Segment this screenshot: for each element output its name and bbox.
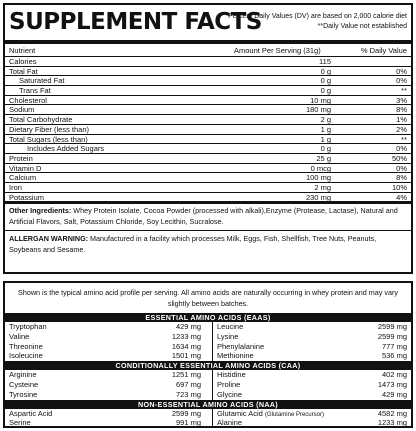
amino-row xyxy=(5,409,411,419)
amino-value-right: 1233 mg xyxy=(377,418,407,428)
note-line-1: *Percent Daily Values (DV) are based on 2,000 calorie diet xyxy=(225,13,407,20)
nutrient-daily-value: ** xyxy=(401,134,407,144)
amino-value-right: 2599 mg xyxy=(377,322,407,331)
amino-intro-text: Shown is the typical amino acid profile per serving. All amino acids are naturally occurring in whey protein and may vary slightly between batches. xyxy=(18,288,398,308)
nutrient-row xyxy=(5,105,411,115)
amino-value-left: 1233 mg xyxy=(171,331,201,341)
amino-name-left: Cysteine xyxy=(9,379,39,389)
nutrient-amount: 2 g xyxy=(320,115,331,125)
facts-header xyxy=(5,5,411,40)
nutrient-daily-value: 1% xyxy=(396,115,407,125)
page-title: SUPPLEMENT FACTS xyxy=(9,9,262,35)
nutrient-amount: 0 g xyxy=(320,144,331,154)
nutrient-row xyxy=(5,193,411,203)
amino-name-left: Isoleucine xyxy=(9,351,43,361)
amino-value-left: 1501 mg xyxy=(171,351,201,361)
nutrient-name: Potassium xyxy=(9,192,45,202)
nutrient-amount: 100 mg xyxy=(305,173,331,183)
nutrient-row xyxy=(5,173,411,183)
amino-name-right-text: Alanine xyxy=(217,418,243,428)
amino-name-left: Valine xyxy=(9,331,30,341)
nutrient-name: Iron xyxy=(9,182,22,192)
amino-sections xyxy=(5,313,411,428)
amino-value-right: 536 mg xyxy=(381,351,407,361)
nutrient-row xyxy=(5,86,411,96)
nutrient-name: Calories xyxy=(9,57,37,66)
dv-column-header: % Daily Value xyxy=(360,46,407,55)
amino-value-left: 991 mg xyxy=(175,418,201,428)
nutrient-name: Calcium xyxy=(9,173,37,183)
nutrient-name: Total Fat xyxy=(9,66,38,76)
amino-grid xyxy=(5,409,411,429)
amino-name-right xyxy=(217,418,242,428)
nutrient-name: Total Sugars (less than) xyxy=(9,134,88,144)
amino-name-right xyxy=(217,351,254,361)
amino-name-right-text: Proline xyxy=(217,379,241,389)
nutrient-amount: 1 g xyxy=(320,124,331,134)
nutrient-row xyxy=(5,57,411,67)
nutrient-amount: 0 g xyxy=(320,66,331,76)
amino-name-right xyxy=(217,380,240,390)
amino-name-right xyxy=(217,322,243,332)
nutrient-row xyxy=(5,144,411,154)
ingredients-text: Whey Protein Isolate, Cocoa Powder (processed with alkali),Enzyme (Protease, Lactase), Natural and Artificial Flavors, Salt, Potassium Chloride, Soy Lecithin, Sucralose. xyxy=(9,206,398,226)
supplement-facts-panel xyxy=(3,3,413,274)
amino-name-right xyxy=(217,332,238,342)
nutrient-amount: 1 g xyxy=(320,134,331,144)
nutrient-daily-value: 8% xyxy=(396,173,407,183)
nutrient-name: Cholesterol xyxy=(9,95,47,105)
nutrient-daily-value: 0% xyxy=(396,66,407,76)
nutrient-name: Trans Fat xyxy=(19,86,51,96)
amino-name-right-text: Leucine xyxy=(217,322,244,331)
nutrient-name: Dietary Fiber (less than) xyxy=(9,124,90,134)
amino-section-heading: CONDITIONALLY ESSENTIAL AMINO ACIDS (CAA) xyxy=(5,361,411,370)
nutrient-amount: 0 g xyxy=(320,76,331,86)
amino-value-right: 402 mg xyxy=(381,370,407,380)
amino-name-right xyxy=(217,370,246,380)
note-line-2: **Daily Value not established xyxy=(317,23,407,30)
amino-note: (Glutamine Precursor) xyxy=(264,411,324,418)
nutrient-row xyxy=(5,183,411,193)
amino-value-right: 4582 mg xyxy=(377,408,407,418)
amino-value-right: 429 mg xyxy=(381,389,407,399)
amino-name-left: Tryptophan xyxy=(9,322,47,331)
nutrient-row xyxy=(5,135,411,145)
nutrient-name: Sodium xyxy=(9,105,35,115)
amino-section-heading: NON-ESSENTIAL AMINO ACIDS (NAA) xyxy=(5,400,411,409)
amino-name-left: Threonine xyxy=(9,341,43,351)
nutrient-table xyxy=(5,57,411,202)
amino-value-right: 777 mg xyxy=(381,341,407,351)
amino-name-right xyxy=(217,342,264,352)
amino-row xyxy=(5,351,411,361)
amino-row xyxy=(5,370,411,380)
nutrient-amount: 115 xyxy=(319,57,331,66)
amino-acid-panel xyxy=(3,281,413,428)
nutrient-name: Saturated Fat xyxy=(19,76,65,86)
allergen-text: Manufactured in a facility which processes Milk, Eggs, Fish, Shellfish, Tree Nuts, Peanuts, Soybeans and Sesame. xyxy=(9,234,377,254)
nutrient-amount: 0 g xyxy=(320,86,331,96)
nutrient-row xyxy=(5,154,411,164)
amino-value-left: 429 mg xyxy=(175,322,201,331)
nutrient-name: Includes Added Sugars xyxy=(27,144,105,154)
nutrient-amount: 2 mg xyxy=(314,182,331,192)
nutrient-name: Protein xyxy=(9,153,33,163)
amino-value-left: 1251 mg xyxy=(171,370,201,380)
nutrient-row xyxy=(5,96,411,106)
nutrient-amount: 230 mg xyxy=(305,192,331,202)
amino-value-left: 1634 mg xyxy=(171,341,201,351)
column-header xyxy=(5,44,411,57)
nutrient-daily-value: 50% xyxy=(391,153,407,163)
nutrient-amount: 180 mg xyxy=(305,105,331,115)
amino-row xyxy=(5,418,411,428)
amino-value-left: 2599 mg xyxy=(171,408,201,418)
nutrient-daily-value: 0% xyxy=(396,163,407,173)
amino-section-heading: ESSENTIAL AMINO ACIDS (EAAS) xyxy=(5,313,411,322)
amino-name-left: Aspartic Acid xyxy=(9,408,53,418)
allergen-warning xyxy=(5,231,411,257)
nutrient-daily-value: 0% xyxy=(396,76,407,86)
amino-name-right xyxy=(217,390,242,400)
nutrient-amount: 0 mcg xyxy=(310,163,331,173)
nutrient-daily-value: 4% xyxy=(396,192,407,202)
amino-row xyxy=(5,342,411,352)
amino-row xyxy=(5,380,411,390)
other-ingredients xyxy=(5,204,411,231)
amino-grid xyxy=(5,322,411,361)
nutrient-daily-value: 0% xyxy=(396,144,407,154)
amino-row xyxy=(5,322,411,332)
amino-row xyxy=(5,390,411,400)
amino-name-right-text: Lysine xyxy=(217,331,239,341)
nutrient-row xyxy=(5,164,411,174)
amino-grid xyxy=(5,370,411,399)
amino-name-left: Serine xyxy=(9,418,31,428)
nutrient-row xyxy=(5,76,411,86)
nutrient-name: Total Carbohydrate xyxy=(9,115,73,125)
amino-name-right-text: Phenylalanine xyxy=(217,341,265,351)
amino-row xyxy=(5,332,411,342)
amount-column-header: Amount Per Serving (31g) xyxy=(234,46,321,55)
amino-name-right-text: Methionine xyxy=(217,351,254,361)
amino-name-right-text: Histidine xyxy=(217,370,246,380)
nutrient-row xyxy=(5,125,411,135)
nutrient-row xyxy=(5,115,411,125)
nutrient-daily-value: 2% xyxy=(396,124,407,134)
allergen-label: ALLERGAN WARNING: xyxy=(9,234,89,244)
nutrient-daily-value: 10% xyxy=(391,182,407,192)
amino-value-right: 1473 mg xyxy=(377,379,407,389)
nutrient-name: Vitamin D xyxy=(9,163,42,173)
nutrient-daily-value: 8% xyxy=(396,105,407,115)
ingredients-label: Other Ingredients: xyxy=(9,206,72,216)
amino-name-left: Tyrosine xyxy=(9,389,38,399)
nutrient-daily-value: ** xyxy=(401,86,407,96)
nutrient-daily-value: 3% xyxy=(396,95,407,105)
amino-name-left: Arginine xyxy=(9,370,37,380)
daily-value-note xyxy=(225,12,407,32)
amino-name-right-text: Glycine xyxy=(217,389,243,399)
nutrient-column-header: Nutrient xyxy=(9,46,36,55)
amino-value-left: 697 mg xyxy=(175,379,201,389)
nutrient-amount: 25 g xyxy=(316,153,331,163)
amino-value-right: 2599 mg xyxy=(377,331,407,341)
nutrient-row xyxy=(5,67,411,77)
nutrient-amount: 10 mg xyxy=(310,95,331,105)
amino-value-left: 723 mg xyxy=(175,389,201,399)
amino-name-right-text: Glutamic Acid xyxy=(217,408,263,418)
